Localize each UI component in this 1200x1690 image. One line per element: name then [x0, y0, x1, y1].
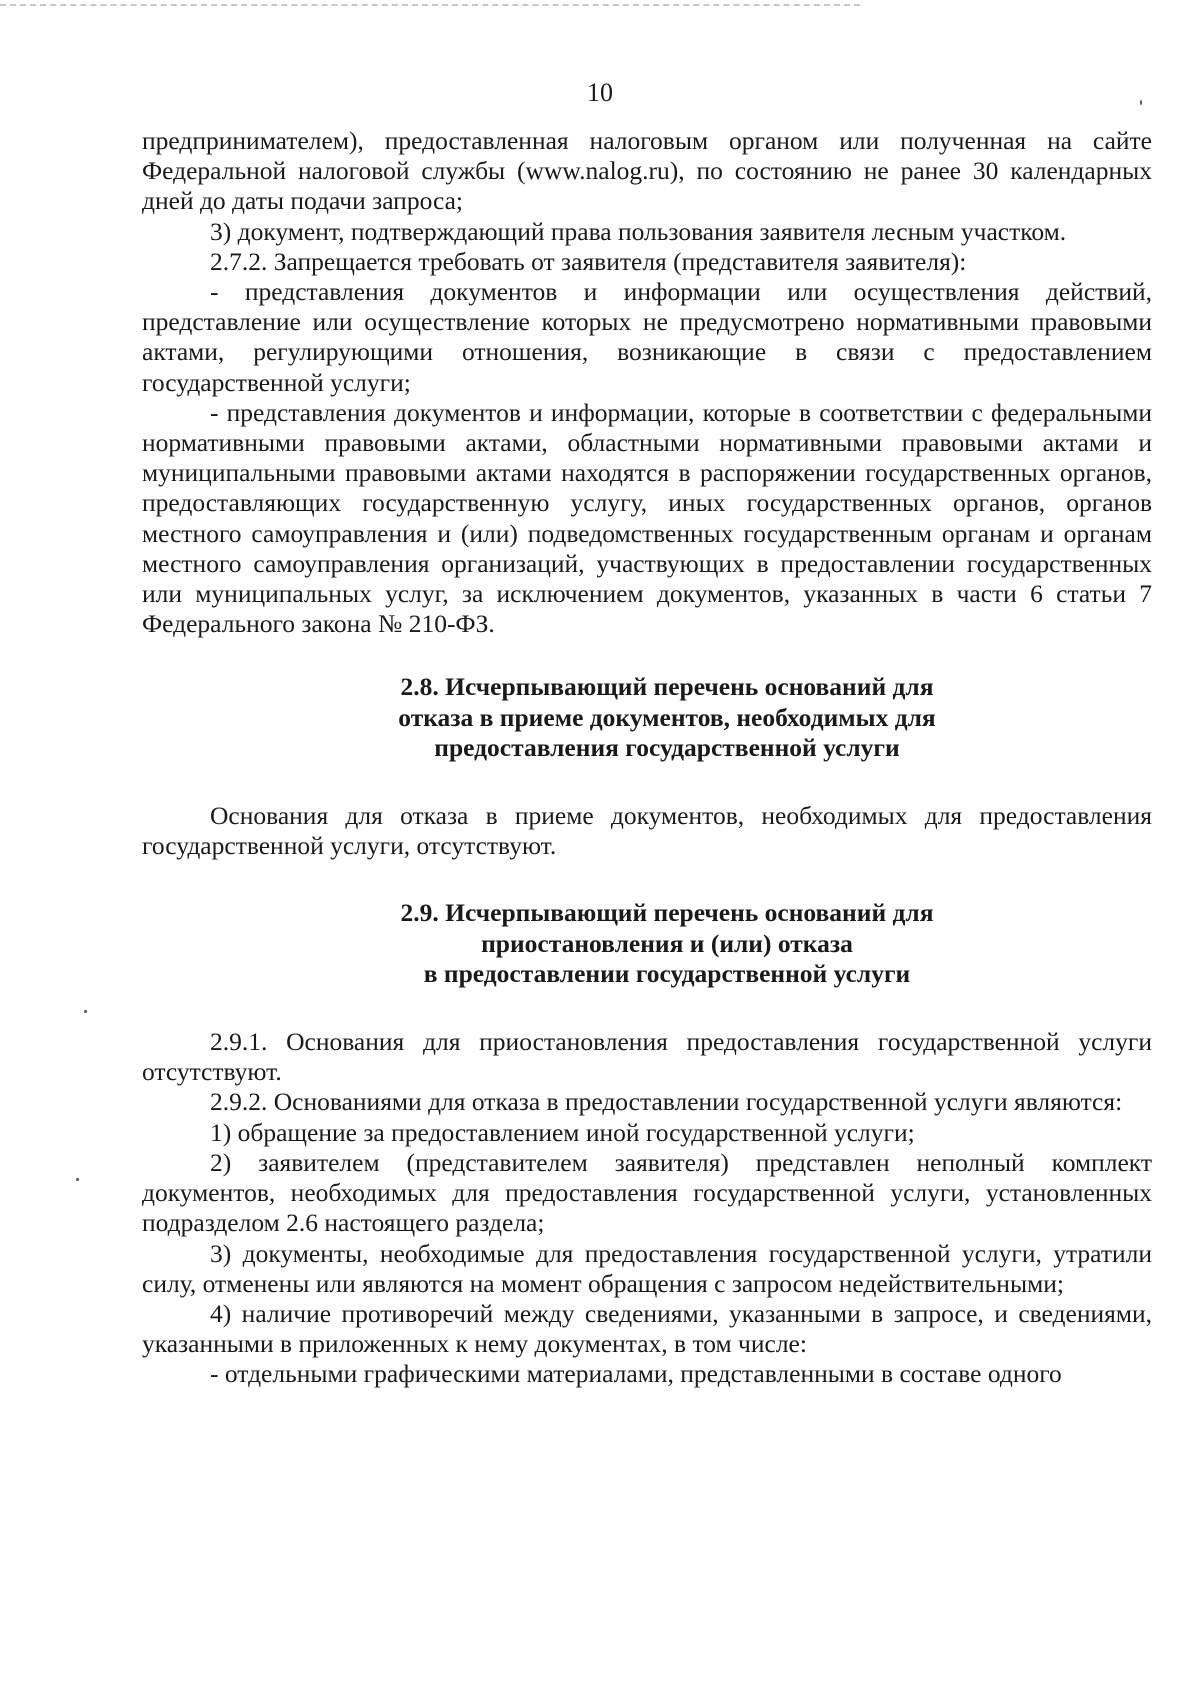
paragraph-2-9-1: 2.9.1. Основания для приостановления предоставления государственной услуги отсутствуют. [142, 1027, 1152, 1087]
section-2-9-heading-line-2: приостановления и (или) отказа [481, 928, 853, 958]
section-2-8-heading-line-1: 2.8. Исчерпывающий перечень оснований для [400, 672, 934, 702]
paragraph-dash-1: - представления документов и информации или осуществления действий, представление или осуществление которых не предусмотрено нормативными правовыми актами, регулирующими отношения, возникающие в связи с предоставлением государственной услуги; [142, 277, 1152, 397]
scan-edge-artifact [0, 4, 860, 6]
paragraph-reason-3: 3) документы, необходимые для предоставления государственной услуги, утратили силу, отменены или являются на момент обращения с запросом недействительными; [142, 1238, 1152, 1298]
section-2-8-heading [142, 672, 1152, 763]
scan-speck [1140, 100, 1142, 105]
paragraph-item-3: 3) документ, подтверждающий права пользования заявителя лесным участком. [210, 216, 1067, 246]
document-body [142, 126, 1152, 1390]
paragraph-2-9-2: 2.9.2. Основаниями для отказа в предоставлении государственной услуги являются: [210, 1087, 1123, 1117]
paragraph-dash-2: - представления документов и информации, которые в соответствии с федеральными нормативными правовыми актами, областными нормативными правовыми актами и муниципальными правовыми актами находятся в распоряжении государственных органов, предоставляющих государственную услугу, иных государственных органов, органов местного самоуправления и (или) подведомственных государственным органам и органам местного самоуправления организаций, участвующих в предоставлении государственных или муниципальных услуг, за исключением документов, указанных в части 6 статьи 7 Федерального закона № 210-ФЗ. [142, 397, 1152, 639]
paragraph-dash-graphics: - отдельными графическими материалами, представленными в составе одного [210, 1359, 1062, 1389]
page-number: 10 [587, 78, 613, 107]
section-2-8-heading-line-3: предоставления государственной услуги [434, 732, 900, 762]
section-2-9-heading-line-1: 2.9. Исчерпывающий перечень оснований для [400, 898, 934, 928]
scan-speck [84, 1010, 87, 1013]
section-2-9-heading [142, 898, 1152, 989]
paragraph-reason-2: 2) заявителем (представителем заявителя) представлен неполный комплект документов, необходимых для предоставления государственной услуги, установленных подразделом 2.6 настоящего раздела; [142, 1147, 1152, 1238]
paragraph-reason-4: 4) наличие противоречий между сведениями, указанными в запросе, и сведениями, указанными в приложенных к нему документах, в том числе: [142, 1298, 1152, 1359]
section-2-8-body: Основания для отказа в приеме документов, необходимых для предоставления государственной услуги, отсутствуют. [142, 801, 1152, 861]
paragraph-2-7-2: 2.7.2. Запрещается требовать от заявителя (представителя заявителя): [210, 246, 967, 276]
paragraph-continuation: предпринимателем), предоставленная налоговым органом или полученная на сайте Федеральной налоговой службы (www.nalog.ru), по состоянию не ранее 30 календарных дней до даты подачи запроса; [142, 126, 1152, 216]
paragraph-reason-1: 1) обращение за предоставлением иной государственной услуги; [210, 1117, 915, 1147]
scan-speck [76, 1178, 79, 1181]
section-2-9-heading-line-3: в предоставлении государственной услуги [423, 958, 911, 988]
section-2-8-heading-line-2: отказа в приеме документов, необходимых для [398, 702, 936, 732]
